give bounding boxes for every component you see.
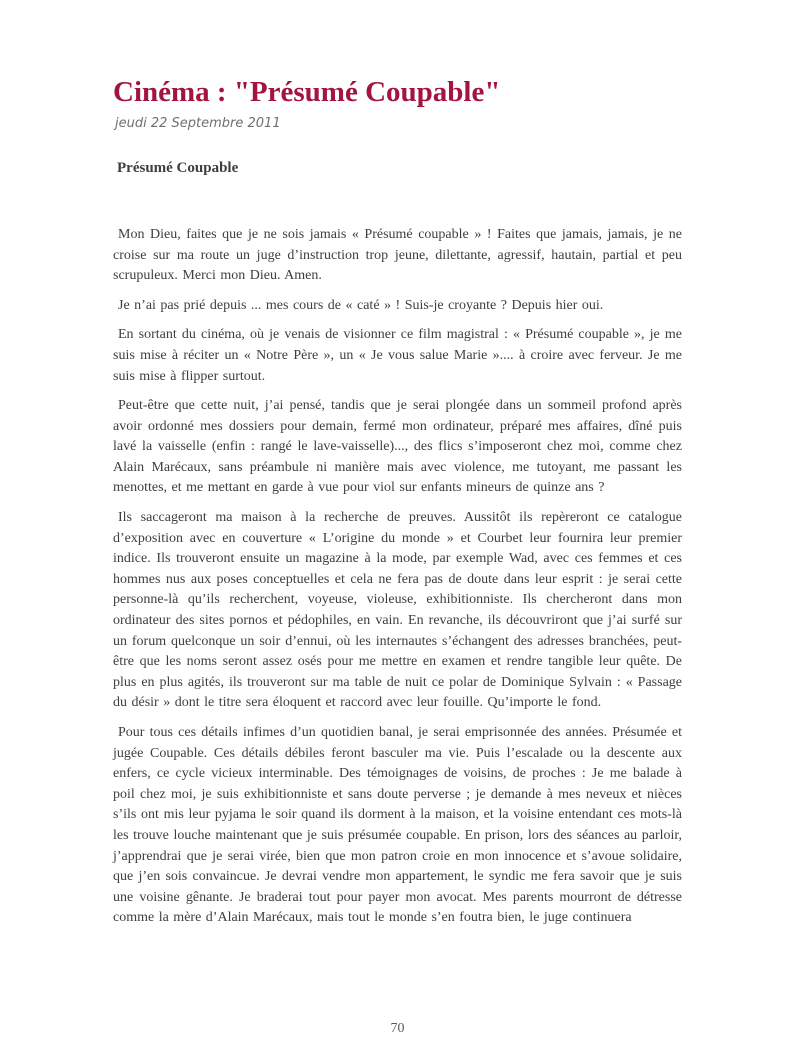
paragraph: Mon Dieu, faites que je ne sois jamais « Présumé coupable » ! Faites que jamais, jamais, je ne croise sur ma route un juge d’instruction trop jeune, dilettante, agressif, hautain, partial et peu scrupuleux. Merci mon Dieu. Amen.	[113, 226, 682, 284]
article-date: jeudi 22 Septembre 2011	[115, 116, 281, 132]
article-subtitle: Présumé Coupable	[117, 159, 239, 176]
article-title: Cinéma : "Présumé Coupable"	[113, 76, 501, 108]
article-body	[113, 225, 682, 929]
paragraph: Ils saccageront ma maison à la recherche de preuves. Aussitôt ils repèreront ce catalogue d’exposition avec en couverture « L’origine du monde » et Courbet leur fournira leur premier indice. Ils trouveront ensuite un magazine à la mode, par exemple Wad, avec ces femmes et ces hommes nus aux poses conceptuelles et cela ne fera pas de doute dans leur esprit : je serai cette personne-là qu’ils recherchent, voyeuse, violeuse, exhibitionniste. Ils chercheront dans mon ordinateur des sites pornos et pédophiles, en vain. En revanche, ils découvriront que j’ai surfé sur un forum quelconque un soir d’ennui, où les internautes s’échangent des adresses branchées, peut-être que les noms seront assez osés pour me mettre en examen et rendre tangible leur quête. De plus en plus agités, ils trouveront sur ma table de nuit ce polar de Dominique Sylvain : « Passage du désir » dont le titre sera éloquent et raccord avec leur fouille. Qu’importe le fond.	[113, 510, 682, 711]
page-number: 70	[390, 1021, 405, 1036]
paragraph: En sortant du cinéma, où je venais de visionner ce film magistral : « Présumé coupable », je me suis mise à réciter un « Notre Père », un « Je vous salue Marie ».... à croire avec ferveur. Je me suis mise à flipper surtout.	[113, 327, 682, 384]
paragraph: Je n’ai pas prié depuis ... mes cours de « caté » ! Suis-je croyante ? Depuis hier oui.	[118, 297, 604, 313]
paragraph: Peut-être que cette nuit, j’ai pensé, tandis que je serai plongée dans un sommeil profond après avoir ordonné mes dossiers pour demain, fermé mon ordinateur, préparé mes affaires, dîné puis lavé la vaisselle (enfin : rangé le lave-vaisselle)..., des flics s’imposeront chez moi, comme chez Alain Marécaux, sans préambule ni manière mais avec violence, me tutoyant, me passant les menottes, et me mettant en garde à vue pour viol sur enfants mineurs de quinze ans ?	[113, 398, 682, 496]
paragraph: Pour tous ces détails infimes d’un quotidien banal, je serai emprisonnée des années. Présumée et jugée Coupable. Ces détails débiles feront basculer ma vie. Puis l’escalade ou la descente aux enfers, ce cycle vicieux interminable. Des témoignages de voisins, de proches : Je me balade à poil chez moi, je suis exhibitionniste et sans doute perverse ; je demande à mes neveux et nièces s’ils ont mis leur pyjama le soir quand ils dorment à la maison, et la voisine entendant ces mots-là les trouve louche maintenant que je suis présumée coupable. En prison, lors des séances au parloir, j’apprendrai que je serai virée, bien que mon patron croie en mon innocence et s’avoue solidaire, que j’en sois convaincue. Je devrai vendre mon appartement, le syndic me fera savoir que je suis une voisine gênante. Je braderai tout pour payer mon avocat. Mes parents mourront de détresse comme la mère d’Alain Marécaux, mais tout le monde s’en foutra bien, le juge continuera	[113, 725, 682, 926]
